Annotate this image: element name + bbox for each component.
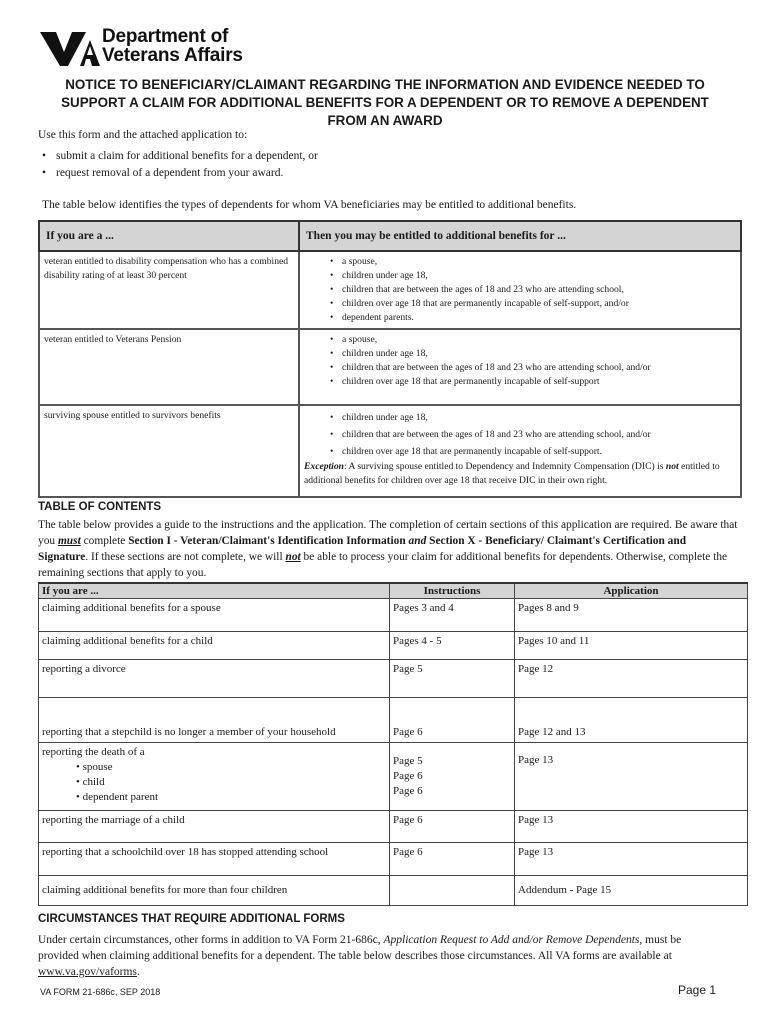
form-title: Application Request to Add and/or Remove Dependents xyxy=(383,934,640,946)
column-header: If you are a ... xyxy=(39,221,299,251)
situation-cell: reporting a divorce xyxy=(39,660,390,698)
application-cell: Addendum - Page 15 xyxy=(515,876,748,906)
va-logo xyxy=(40,26,260,68)
list-item: • children over age 18 that are permanently incapable of self-support xyxy=(304,375,736,389)
circumstances-text xyxy=(38,932,718,980)
must-emphasis: must xyxy=(57,535,81,547)
table-row xyxy=(39,843,748,876)
instructions-cell: Pages 3 and 4 xyxy=(390,599,515,632)
table-header-row xyxy=(39,583,748,599)
circumstances-part: Under certain circumstances, other forms in addition to VA Form 21-686c, xyxy=(38,934,384,946)
instructions-line: Page 6 xyxy=(393,770,423,782)
org-name-line1: Department of xyxy=(102,26,229,47)
not-emphasis: not xyxy=(285,551,301,563)
table-row xyxy=(39,743,748,811)
intro-bullets xyxy=(38,148,318,182)
table-row xyxy=(39,811,748,843)
application-cell: Page 12 xyxy=(515,660,748,698)
list-item: • children that are between the ages of 18 and 23 who are attending school, and/or xyxy=(304,426,736,443)
table-intro: The table below identifies the types of dependents for whom VA beneficiaries may be entitled to additional benefits. xyxy=(42,199,577,211)
table-row xyxy=(39,599,748,632)
circumstances-part: . xyxy=(136,966,140,978)
circumstances-part: , must be provided when claiming additional benefits for a dependent. The table below describes those circumstances. All VA forms are available at xyxy=(38,934,682,962)
instructions-cell: Page 5 xyxy=(390,660,515,698)
list-item: • children under age 18, xyxy=(304,409,736,426)
table-row xyxy=(39,660,748,698)
column-header: Instructions xyxy=(390,583,515,599)
toc-description xyxy=(38,517,738,581)
situation-cell: reporting the marriage of a child xyxy=(39,811,390,843)
page-title: NOTICE TO BENEFICIARY/CLAIMANT REGARDING THE INFORMATION AND EVIDENCE NEEDED TO SUPPORT A CLAIM FOR ADDITIONAL BENEFITS FOR A DEPENDENT OR TO REMOVE A DEPENDENT FROM AN AWARD xyxy=(61,77,709,128)
sub-item: • dependent parent xyxy=(76,791,159,803)
va-logo-icon xyxy=(40,26,104,68)
intro-bullet: • submit a claim for additional benefits for a dependent, or xyxy=(38,148,318,165)
page-number: Page 1 xyxy=(678,983,717,997)
table-row xyxy=(39,251,741,329)
exception-not: not xyxy=(665,461,679,472)
list-item: • children under age 18, xyxy=(304,269,736,283)
instructions-cell: Page 6 xyxy=(390,843,515,876)
exception-text: : A surviving spouse entitled to Dependency and Indemnity Compensation (DIC) is xyxy=(343,461,664,472)
beneficiary-type: veteran entitled to Veterans Pension xyxy=(39,329,299,405)
instructions-cell: Pages 4 - 5 xyxy=(390,632,515,660)
list-item: • children that are between the ages of 18 and 23 who are attending school, and/or xyxy=(304,361,736,375)
list-item: • dependent parents. xyxy=(304,311,736,325)
application-cell: Pages 10 and 11 xyxy=(515,632,748,660)
section-one-ref: Section I - Veteran/Claimant's Identification Information xyxy=(128,535,406,547)
exception-text: entitled to additional benefits for children over age 18 that receive DIC in their own right. xyxy=(304,461,720,486)
column-header: If you are ... xyxy=(39,583,390,599)
application-cell: Page 12 and 13 xyxy=(515,698,748,743)
intro-bullet: • request removal of a dependent from your award. xyxy=(38,165,318,182)
situation-cell: claiming additional benefits for more than four children xyxy=(39,876,390,906)
column-header: Then you may be entitled to additional benefits for ... xyxy=(299,221,741,251)
situation-cell: claiming additional benefits for a spouse xyxy=(39,599,390,632)
situation-cell xyxy=(39,743,390,811)
instructions-cell xyxy=(390,743,515,811)
situation-cell: claiming additional benefits for a child xyxy=(39,632,390,660)
list-item: • children over age 18 that are permanently incapable of self-support, and/or xyxy=(304,297,736,311)
instructions-cell xyxy=(390,876,515,906)
death-sub-list xyxy=(42,760,386,805)
application-cell: Page 13 xyxy=(515,811,748,843)
toc-text: complete xyxy=(80,535,129,547)
instructions-cell: Page 6 xyxy=(390,698,515,743)
situation-cell: reporting that a stepchild is no longer a member of your household xyxy=(39,698,390,743)
section-x-ref: Section X - Beneficiary/ Claimant's Certification and Signature xyxy=(38,535,687,563)
form-id: VA FORM 21-686c, SEP 2018 xyxy=(40,987,161,997)
dependents-table xyxy=(38,220,742,498)
table-row xyxy=(39,329,741,405)
org-name-line2: Veterans Affairs xyxy=(102,45,243,66)
sub-item: • spouse xyxy=(76,761,113,773)
table-row xyxy=(39,876,748,906)
circumstances-heading: CIRCUMSTANCES THAT REQUIRE ADDITIONAL FORMS xyxy=(38,913,345,925)
intro-lead: Use this form and the attached application to: xyxy=(38,129,248,141)
toc-text: be able to process your claim for additional benefits for dependents. Otherwise, complete the remaining sections that apply to you. xyxy=(38,551,728,579)
instructions-cell: Page 6 xyxy=(390,811,515,843)
beneficiary-type: veteran entitled to disability compensation who has a combined disability rating of at least 30 percent xyxy=(39,251,299,329)
application-cell: Page 13 xyxy=(515,843,748,876)
table-row xyxy=(39,698,748,743)
instructions-line: Page 6 xyxy=(393,785,423,797)
toc-table xyxy=(38,582,748,906)
table-header-row xyxy=(39,221,741,251)
dependent-list xyxy=(304,409,736,460)
and-emphasis: and xyxy=(408,535,427,547)
application-cell: Page 13 xyxy=(515,743,748,811)
exception-label: Exception xyxy=(304,461,344,472)
sub-item: • child xyxy=(76,776,105,788)
vaforms-link[interactable]: www.va.gov/vaforms xyxy=(38,966,137,978)
application-cell: Pages 8 and 9 xyxy=(515,599,748,632)
instructions-line: Page 5 xyxy=(393,755,423,767)
toc-heading: TABLE OF CONTENTS xyxy=(38,501,162,513)
dependent-list xyxy=(304,333,736,389)
situation-text: reporting the death of a xyxy=(42,746,145,758)
situation-cell: reporting that a schoolchild over 18 has stopped attending school xyxy=(39,843,390,876)
table-row xyxy=(39,632,748,660)
table-row xyxy=(39,405,741,497)
list-item: • a spouse, xyxy=(304,333,736,347)
exception-note xyxy=(304,460,736,488)
column-header: Application xyxy=(515,583,748,599)
beneficiary-type: surviving spouse entitled to survivors benefits xyxy=(39,405,299,497)
list-item: • children that are between the ages of 18 and 23 who are attending school, xyxy=(304,283,736,297)
list-item: • a spouse, xyxy=(304,255,736,269)
list-item: • children under age 18, xyxy=(304,347,736,361)
list-item: • children over age 18 that are permanently incapable of self-support. xyxy=(304,443,736,460)
toc-text: The table below provides a guide to the instructions and the application. The completion of certain sections of this application are required. Be aware that you xyxy=(38,519,738,547)
dependent-list xyxy=(304,255,736,325)
toc-text: . If these sections are not complete, we will xyxy=(85,551,286,563)
